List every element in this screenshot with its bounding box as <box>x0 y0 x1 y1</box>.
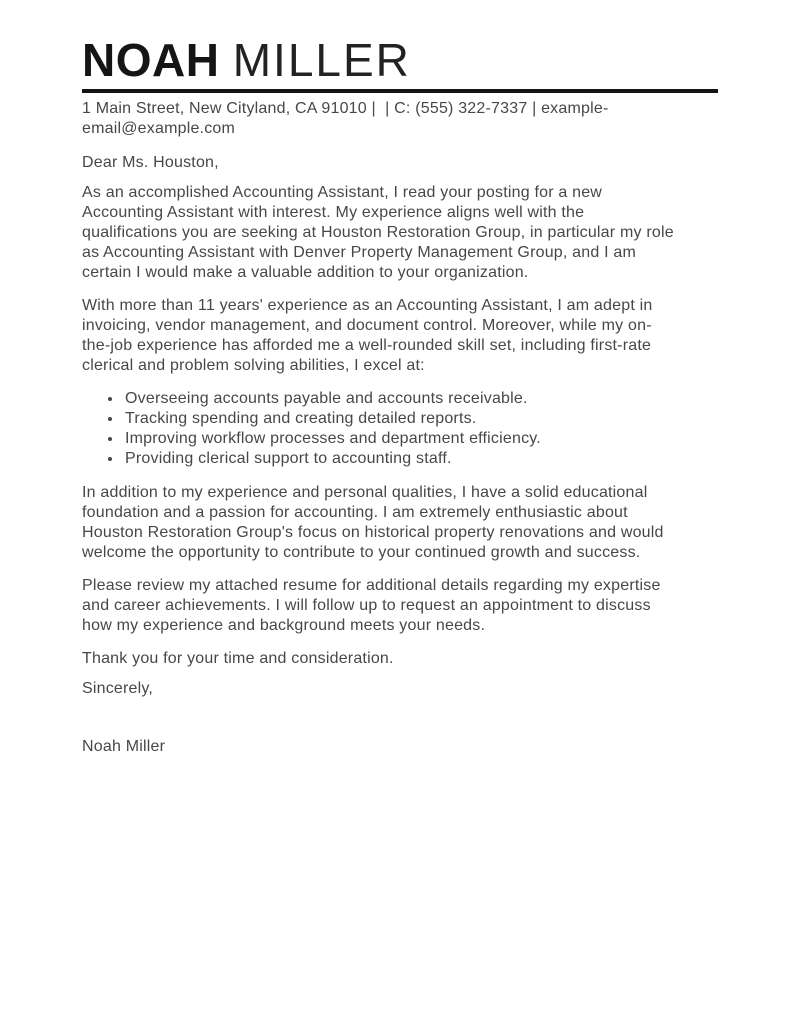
skill-item: • Overseeing accounts payable and accounts receivable. <box>123 389 718 409</box>
skills-list <box>82 389 718 469</box>
greeting: Dear Ms. Houston, <box>82 154 219 172</box>
header-divider <box>82 89 718 93</box>
paragraph-education: In addition to my experience and personal qualities, I have a solid educational foundation and a passion for accounting. I am extremely enthusiastic about Houston Restoration Group's focus on historical property renovations and would welcome the opportunity to contribute to your continued growth and success. <box>82 484 664 562</box>
paragraph-followup: Please review my attached resume for additional details regarding my expertise and career achievements. I will follow up to request an appointment to discuss how my experience and background meets your needs. <box>82 577 661 635</box>
skill-item: • Improving workflow processes and department efficiency. <box>123 429 718 449</box>
letter-body <box>82 153 718 757</box>
skill-item: • Tracking spending and creating detailed reports. <box>123 409 718 429</box>
paragraph-experience: With more than 11 years' experience as an Accounting Assistant, I am adept in invoicing, vendor management, and document control. Moreover, while my on- the-job experience has afforded me a well-rounded skill set, including first-rate clerical and problem solving abilities, I excel at: <box>82 297 653 375</box>
skill-item: • Providing clerical support to accounting staff. <box>123 449 718 469</box>
contact-info: 1 Main Street, New Cityland, CA 91010 | | C: (555) 322-7337 | example- email@example.com <box>82 100 609 138</box>
closing-line: Sincerely, <box>82 680 154 698</box>
applicant-last-name: MILLER <box>232 34 411 86</box>
thanks-line: Thank you for your time and consideration. <box>82 650 394 668</box>
paragraph-intro: As an accomplished Accounting Assistant, I read your posting for a new Accounting Assistant with interest. My experience aligns well with the qualifications you are seeking at Houston Restoration Group, in particular my role as Accounting Assistant with Denver Property Management Group, and I am certain I would make a valuable addition to your organization. <box>82 184 674 282</box>
signature-name: Noah Miller <box>82 738 166 756</box>
applicant-name <box>82 36 718 84</box>
applicant-first-name: NOAH <box>82 34 220 86</box>
